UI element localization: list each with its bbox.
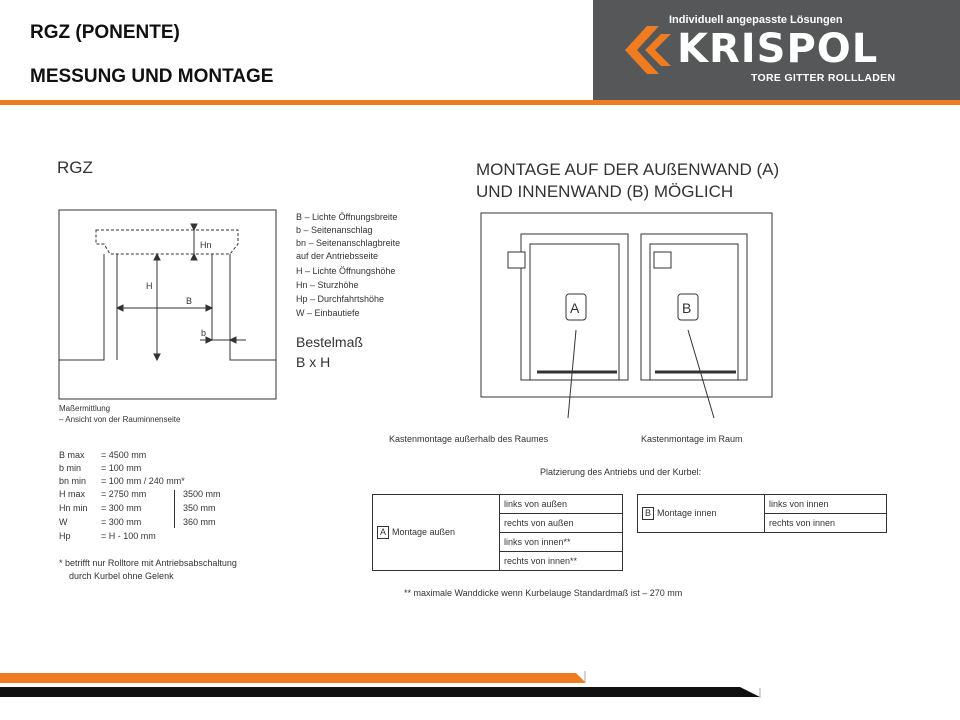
spec-name: B max <box>59 450 85 460</box>
mounting-heading: MONTAGE AUF DER AUßENWAND (A) <box>476 160 780 179</box>
label-b-width: B <box>186 296 193 306</box>
left-heading: RGZ <box>57 158 93 177</box>
legend-item: Hn – Sturzhöhe <box>296 280 359 290</box>
label-a: A <box>570 300 580 316</box>
caption-line: Maßermittlung <box>59 404 111 413</box>
legend-item: B – Lichte Öffnungsbreite <box>296 212 398 222</box>
logo-brand: KRISPOL <box>677 26 879 72</box>
spec-name: bn min <box>59 476 87 486</box>
caption-a: Kastenmontage außerhalb des Raumes <box>389 434 549 444</box>
legend-item: auf der Antriebsseite <box>296 251 379 261</box>
spec-value: = 300 mm <box>101 503 142 513</box>
spec-value: = 100 mm <box>101 463 142 473</box>
table-cell: links von innen** <box>500 533 623 552</box>
logo-tagline: Individuell angepasste Lösungen <box>669 14 843 26</box>
letter-badge: B <box>642 507 654 520</box>
caption-line: – Ansicht von der Rauminnenseite <box>59 415 181 424</box>
caption-b: Kastenmontage im Raum <box>641 434 743 444</box>
placement-title: Platzierung des Antriebs und der Kurbel: <box>540 467 702 477</box>
label-hn: Hn <box>200 240 212 250</box>
footnote: durch Kurbel ohne Gelenk <box>69 571 174 581</box>
spec-value: = 300 mm <box>101 517 142 527</box>
label-b-side: b <box>201 328 207 338</box>
legend-item: W – Einbautiefe <box>296 308 360 318</box>
label-h: H <box>146 281 153 291</box>
legend-item: H – Lichte Öffnungshöhe <box>296 266 396 276</box>
table-cell: links von innen <box>765 495 887 514</box>
footer-orange-bar <box>0 673 586 683</box>
spec-alt-value: 3500 mm <box>183 489 221 499</box>
mounting-heading: UND INNENWAND (B) MÖGLICH <box>476 182 734 201</box>
spec-name: Hp <box>59 531 71 541</box>
spec-name: b min <box>59 463 82 473</box>
spec-name: Hn min <box>59 503 88 513</box>
legend-item: b – Seitenanschlag <box>296 225 373 235</box>
spec-alt-value: 360 mm <box>183 517 216 527</box>
table-cell: links von außen <box>500 495 623 514</box>
table-footnote: ** maximale Wanddicke wenn Kurbelauge Standardmaß ist – 270 mm <box>404 588 683 598</box>
order-size-label: Bestelmaß <box>296 334 363 350</box>
legend-item: bn – Seitenanschlagbreite <box>296 238 401 248</box>
legend-item: Hp – Durchfahrtshöhe <box>296 294 385 304</box>
label-b: B <box>682 300 692 316</box>
spec-value: = 2750 mm <box>101 489 147 499</box>
spec-value: = H - 100 mm <box>101 531 156 541</box>
spec-value: = 4500 mm <box>101 450 147 460</box>
page-title: RGZ (PONENTE) <box>30 22 180 43</box>
footnote: * betrifft nur Rolltore mit Antriebsabschaltung <box>59 558 237 568</box>
spec-value: = 100 mm / 240 mm* <box>101 476 185 486</box>
order-size-value: B x H <box>296 354 331 370</box>
logo-subline: TORE GITTER ROLLLADEN <box>751 72 896 84</box>
page-subtitle: MESSUNG UND MONTAGE <box>30 66 274 87</box>
table-a-label: Montage außen <box>392 527 456 537</box>
spec-alt-value: 350 mm <box>183 503 216 513</box>
table-cell: rechts von innen <box>765 514 887 533</box>
spec-name: H max <box>59 489 86 499</box>
footer-dark-bar <box>0 687 760 697</box>
table-b-label: Montage innen <box>657 508 717 518</box>
table-cell: rechts von innen** <box>500 552 623 571</box>
table-cell: rechts von außen <box>500 514 623 533</box>
letter-badge: A <box>377 526 389 539</box>
spec-name: W <box>59 517 68 527</box>
